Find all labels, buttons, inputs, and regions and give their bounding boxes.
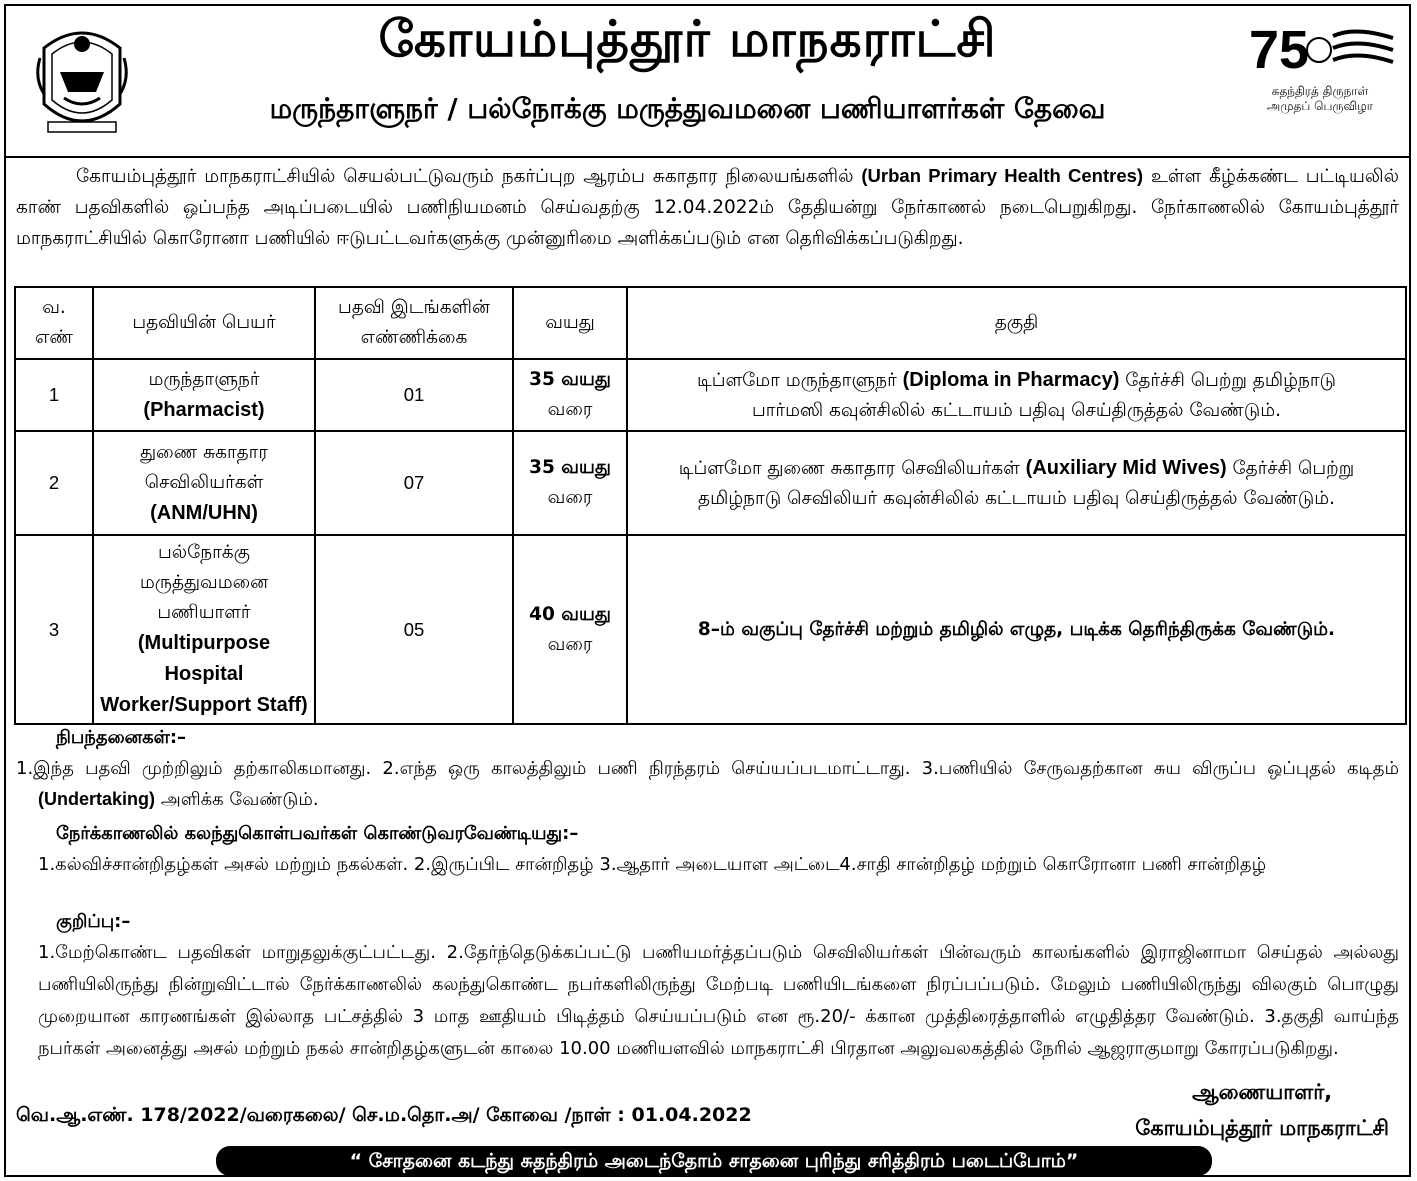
cell-count: 07 [315, 431, 513, 535]
intro-text-1: கோயம்புத்தூர் மாநகராட்சியில் செயல்பட்டுவரும் நகர்ப்புற ஆரம்ப சுகாதார நிலையங்களில் [76, 166, 862, 187]
cell-post: துணை சுகாதார செவிலியர்கள் (ANM/UHN) [93, 431, 315, 535]
header [6, 6, 1409, 158]
reference-number: வெ.ஆ.எண். 178/2022/வரைகலை/ செ.ம.தொ.அ/ கோவை /நாள் : 01.04.2022 [16, 1104, 752, 1126]
conditions-text: 1.இந்த பதவி முற்றிலும் தற்காலிகமானது. 2.எந்த ஒரு காலத்திலும் பணி நிரந்தரம் செய்யப்படமாட்டாது. 3.பணியில் சேருவதற்கான சுய விருப்ப ஒப்புதல் கடிதம் (Undertaking) அளிக்க வேண்டும். [16, 758, 1399, 810]
notes-section [16, 906, 1399, 1065]
azadi-75-flag-icon [1245, 16, 1395, 80]
cell-count: 05 [315, 535, 513, 724]
documents-heading: நேர்க்காணலில் கலந்துகொள்பவர்கள் கொண்டுவரவேண்டியது:– [56, 823, 579, 844]
cell-sno: 1 [15, 359, 93, 431]
advertisement-page [4, 4, 1411, 1177]
notes-text: 1.மேற்கொண்ட பதவிகள் மாறுதலுக்குட்பட்டது. 2.தேர்ந்தெடுக்கப்பட்டு பணியமர்த்தப்படும் செவிலியர்கள் பின்வரும் காலங்களில் இராஜினாமா செய்தல் அல்லது பணியிலிருந்து நின்றுவிட்டால் நேர்க்காணலில் கலந்துகொண்ட நபர்களிலிருந்து மேற்படி பணியிடங்களை நிரப்பப்படும். மேலும் பணியிலிருந்து விலகும் பொழுது முறையான காரணங்கள் இல்லாத பட்சத்தில் 3 மாத ஊதியம் பிடித்தம் செய்யப்படும் என ரூ.20/- க்கான முத்திரைத்தாளில் எழுதித்தர வேண்டும். 3.தகுதி வாய்ந்த நபர்கள் அனைத்து அசல் மற்றும் நகல் சான்றிதழ்களுடன் காலை 10.00 மணியளவில் மாநகராட்சி பிரதான அலுவலகத்தில் நேரில் ஆஜராகுமாறு கோரப்படுகிறது. [38, 942, 1399, 1059]
page-subtitle: மருந்தாளுநர் / பல்நோக்கு மருத்துவமனை பணியாளர்கள் தேவை [269, 92, 1106, 125]
azadi-emblem [1245, 16, 1395, 116]
cell-post: மருந்தாளுநர் (Pharmacist) [93, 359, 315, 431]
col-header-sno: வ. எண் [15, 287, 93, 359]
conditions-heading: நிபந்தனைகள்:– [56, 727, 187, 748]
intro-text-en: (Urban Primary Health Centres) [861, 165, 1144, 186]
table-row [15, 535, 1406, 724]
col-header-count: பதவி இடங்களின் எண்ணிக்கை [315, 287, 513, 359]
table-row [15, 359, 1406, 431]
table-row [15, 431, 1406, 535]
cell-sno: 2 [15, 431, 93, 535]
signatory-office: கோயம்புத்தூர் மாநகராட்சி [1135, 1116, 1389, 1140]
posts-table [14, 286, 1407, 725]
cell-age: 35 வயது வரை [513, 431, 627, 535]
page-title: கோயம்புத்தூர் மாநகராட்சி [378, 10, 997, 68]
notes-heading: குறிப்பு:– [56, 911, 131, 932]
col-header-age: வயது [513, 287, 627, 359]
intro-paragraph [16, 160, 1399, 254]
col-header-qualification: தகுதி [627, 287, 1406, 359]
emblem-caption-2: அமுதப் பெருவிழா [1266, 99, 1374, 113]
signatory [1135, 1074, 1389, 1146]
cell-qualification: டிப்ளமோ துணை சுகாதார செவிலியர்கள் (Auxiliary Mid Wives) தேர்ச்சி பெற்று தமிழ்நாடு செவிலியர் கவுன்சிலில் கட்டாயம் பதிவு செய்திருத்தல் வேண்டும். [627, 431, 1406, 535]
table-header-row [15, 287, 1406, 359]
cell-sno: 3 [15, 535, 93, 724]
col-header-post: பதவியின் பெயர் [93, 287, 315, 359]
emblem-number: 75 [1249, 20, 1310, 80]
emblem-caption-1: சுதந்திரத் திருநாள் [1271, 84, 1369, 98]
cell-age: 40 வயது வரை [513, 535, 627, 724]
cell-qualification: டிப்ளமோ மருந்தாளுநர் (Diploma in Pharmacy) தேர்ச்சி பெற்று தமிழ்நாடு பார்மஸி கவுன்சிலில் கட்டாயம் பதிவு செய்திருத்தல் வேண்டும். [627, 359, 1406, 431]
cell-age: 35 வயது வரை [513, 359, 627, 431]
cell-count: 01 [315, 359, 513, 431]
signatory-title: ஆணையாளர், [1192, 1080, 1333, 1104]
cell-post: பல்நோக்கு மருத்துவமனை பணியாளர் (Multipurpose Hospital Worker/Support Staff) [93, 535, 315, 724]
corporation-emblem-icon [34, 18, 130, 140]
cell-qualification: 8–ம் வகுப்பு தேர்ச்சி மற்றும் தமிழில் எழுத, படிக்க தெரிந்திருக்க வேண்டும். [627, 535, 1406, 724]
slogan-banner: “ சோதனை கடந்து சுதந்திரம் அடைந்தோம் சாதனை புரிந்து சரித்திரம் படைப்போம்” [216, 1146, 1212, 1176]
documents-text: 1.கல்விச்சான்றிதழ்கள் அசல் மற்றும் நகல்கள். 2.இருப்பிட சான்றிதழ் 3.ஆதார் அடையாள அட்டை4.சாதி சான்றிதழ் மற்றும் கொரோனா பணி சான்றிதழ் [38, 854, 1267, 875]
intro-text-2: உள்ள கீழ்க்கண்ட பட்டியலில் காண் பதவிகளில் ஒப்பந்த அடிப்படையில் பணிநியமனம் செய்வதற்கு 12.04.2022ம் தேதியன்று நேர்காணல் நடைபெறுகிறது. நேர்காணலில் கோயம்புத்தூர் மாநகராட்சியில் கொரோனா பணியில் ஈடுபட்டவர்களுக்கு முன்னுரிமை அளிக்கப்படும் என தெரிவிக்கப்படுகிறது. [16, 166, 1400, 249]
conditions-section [16, 722, 1399, 815]
documents-section [16, 818, 1399, 880]
